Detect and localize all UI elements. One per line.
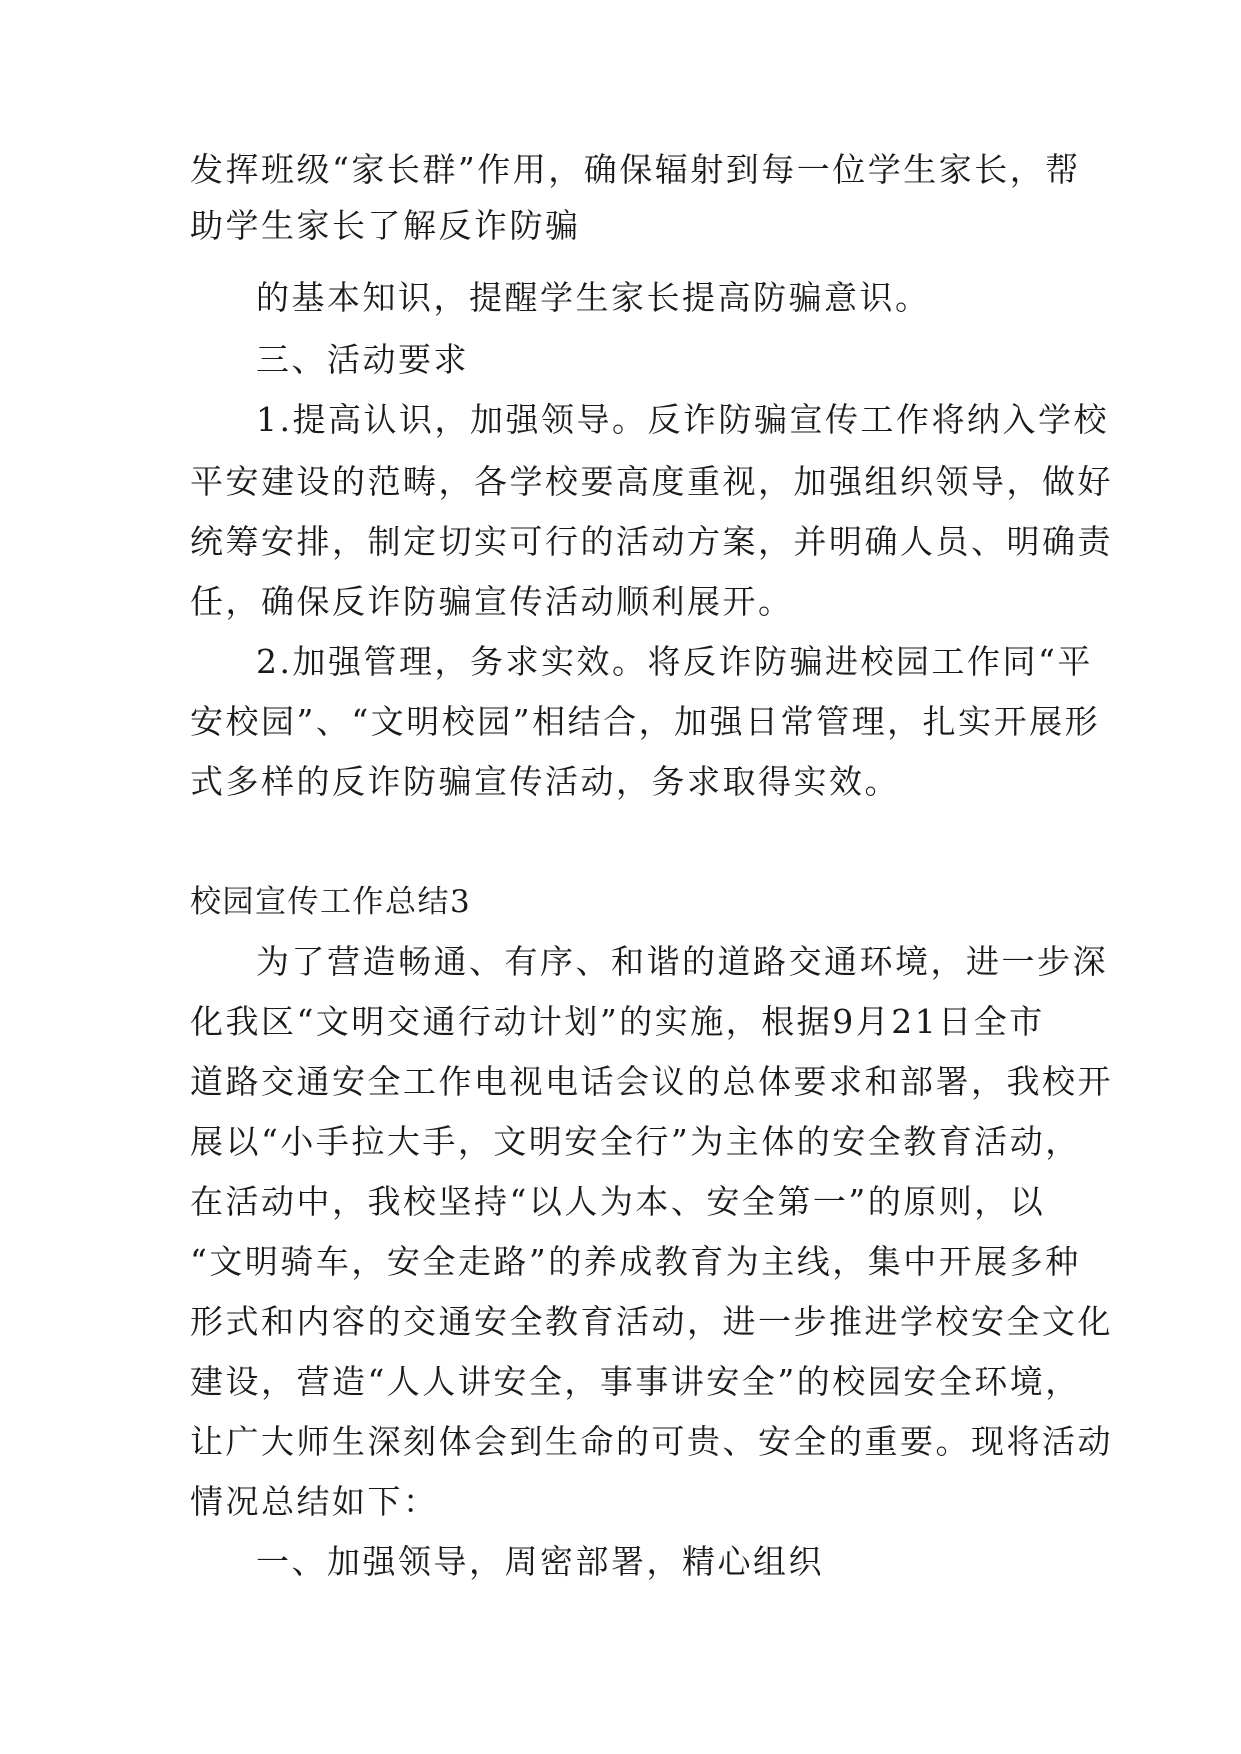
section-title: 校园宣传工作总结3 [190,884,472,920]
paragraph-line: 情况总结如下： [190,1482,439,1521]
section-heading: 一、加强领导，周密部署，精心组织 [256,1542,824,1581]
paragraph-line: 安校园”、“文明校园”相结合，加强日常管理，扎实开展形 [190,702,1101,741]
paragraph-line: 建设，营造“人人讲安全，事事讲安全”的校园安全环境， [190,1362,1081,1401]
paragraph-line: 的基本知识，提醒学生家长提高防骗意识。 [256,278,931,317]
paragraph-line: 任，确保反诈防骗宣传活动顺利展开。 [190,582,794,621]
paragraph-line: 化我区“文明交通行动计划”的实施，根据9月21日全市 [190,1002,1045,1041]
paragraph-line: 平安建设的范畴，各学校要高度重视，加强组织领导，做好 [190,462,1113,501]
paragraph-line: 助学生家长了解反诈防骗 [190,206,581,245]
paragraph-line: 在活动中，我校坚持“以人为本、安全第一”的原则，以 [190,1182,1046,1221]
paragraph-line: 统筹安排，制定切实可行的活动方案，并明确人员、明确责 [190,522,1113,561]
paragraph-line: 道路交通安全工作电视电话会议的总体要求和部署，我校开 [190,1062,1113,1101]
section-heading: 三、活动要求 [256,340,469,379]
paragraph-line: 展以“小手拉大手，文明安全行”为主体的安全教育活动， [190,1122,1081,1161]
paragraph-line: 为了营造畅通、有序、和谐的道路交通环境，进一步深 [256,942,1108,981]
paragraph-line: 让广大师生深刻体会到生命的可贵、安全的重要。现将活动 [190,1422,1113,1461]
paragraph-line: 形式和内容的交通安全教育活动，进一步推进学校安全文化 [190,1302,1113,1341]
paragraph-line: 式多样的反诈防骗宣传活动，务求取得实效。 [190,762,900,801]
paragraph-line: 发挥班级“家长群”作用，确保辐射到每一位学生家长，帮 [190,150,1081,189]
paragraph-line: 1.提高认识，加强领导。反诈防骗宣传工作将纳入学校 [256,400,1109,439]
paragraph-line: “文明骑车，安全走路”的养成教育为主线，集中开展多种 [190,1242,1081,1281]
paragraph-line: 2.加强管理，务求实效。将反诈防骗进校园工作同“平 [256,642,1093,681]
